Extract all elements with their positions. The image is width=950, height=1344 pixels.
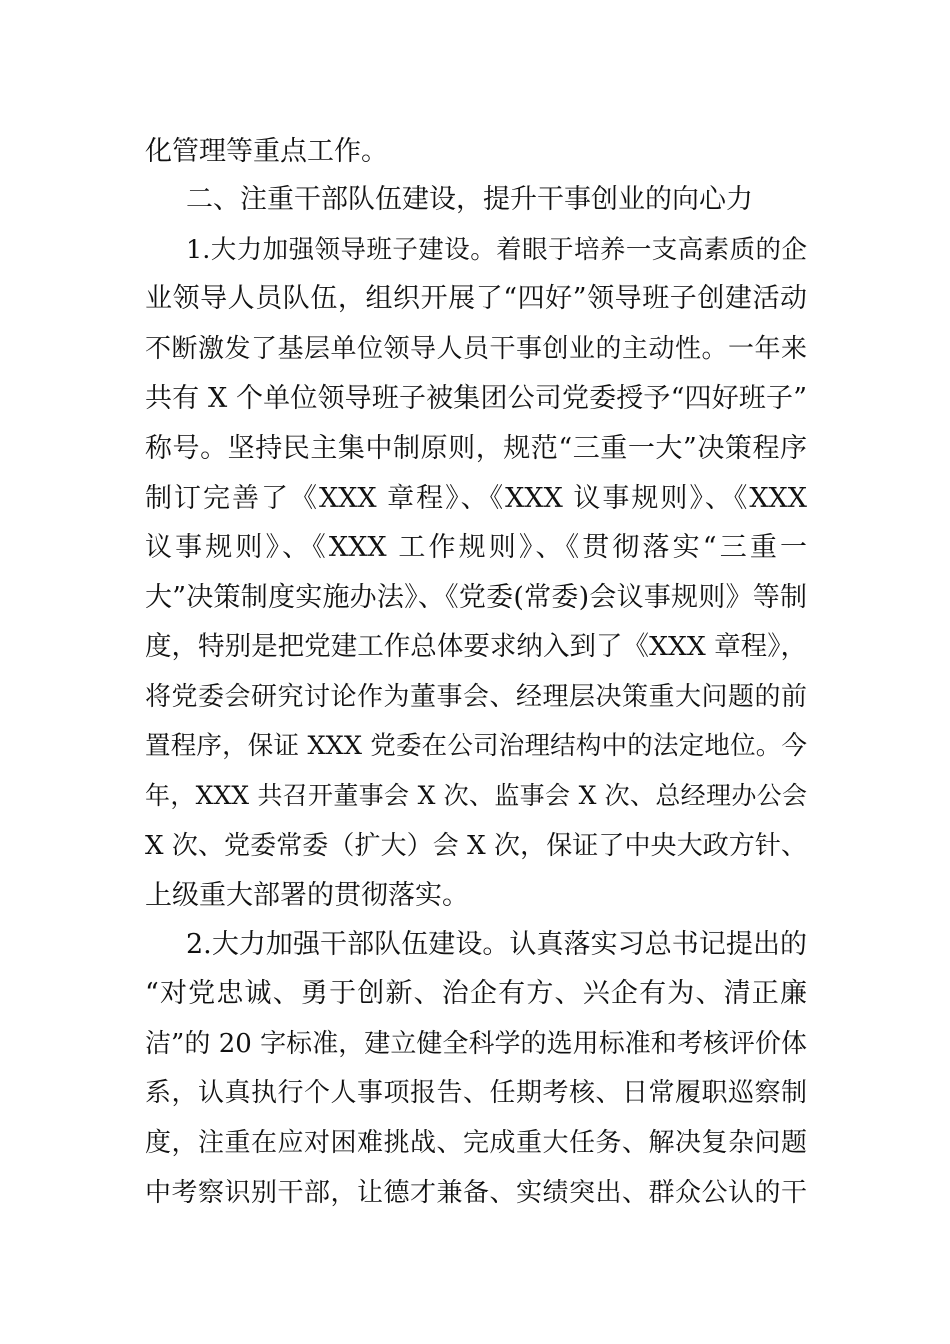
paragraph-line: 1.大力加强领导班子建设。着眼于培养一支高素质的企 [186,235,807,265]
paragraph-line: 制订完善了《XXX 章程》、《XXX 议事规则》、《XXX [145,483,807,514]
paragraph-line: 共有 X 个单位领导班子被集团公司党委授予“四好班子” [145,383,807,414]
paragraph-line: 洁”的 20 字标准，建立健全科学的选用标准和考核评价体 [145,1029,807,1059]
paragraph-line: 中考察识别干部，让德才兼备、实绩突出、群众公认的干 [145,1178,807,1208]
paragraph-line: 大”决策制度实施办法》、《党委(常委)会议事规则》等制 [145,582,807,613]
paragraph-line: 度，特别是把党建工作总体要求纳入到了《XXX 章程》， [145,631,807,662]
section-heading: 二、注重干部队伍建设，提升干事创业的向心力 [186,184,753,215]
paragraph-line: 将党委会研究讨论作为董事会、经理层决策重大问题的前 [145,682,807,712]
paragraph-line: 议事规则》、《XXX 工作规则》、《贯彻落实“三重一 [145,532,807,563]
paragraph-line: “对党忠诚、勇于创新、治企有方、兴企有为、清正廉 [145,978,807,1009]
paragraph-line: 系，认真执行个人事项报告、任期考核、日常履职巡察制 [145,1078,807,1108]
paragraph-line: 不断激发了基层单位领导人员干事创业的主动性。一年来 [145,334,807,364]
paragraph-line: 称号。坚持民主集中制原则，规范“三重一大”决策程序 [145,433,807,464]
paragraph-line: 化管理等重点工作。 [145,136,388,167]
paragraph-line: 业领导人员队伍，组织开展了“四好”领导班子创建活动 [145,283,807,314]
paragraph-line: X 次、党委常委（扩大）会 X 次，保证了中央大政方针、 [145,831,807,861]
paragraph-line: 置程序，保证 XXX 党委在公司治理结构中的法定地位。今 [145,731,807,761]
paragraph-line: 年，XXX 共召开董事会 X 次、监事会 X 次、总经理办公会 [145,781,807,810]
paragraph-line: 上级重大部署的贯彻落实。 [145,880,469,911]
paragraph-line: 度，注重在应对困难挑战、完成重大任务、解决复杂问题 [145,1128,807,1158]
paragraph-line: 2.大力加强干部队伍建设。认真落实习总书记提出的 [186,929,807,960]
